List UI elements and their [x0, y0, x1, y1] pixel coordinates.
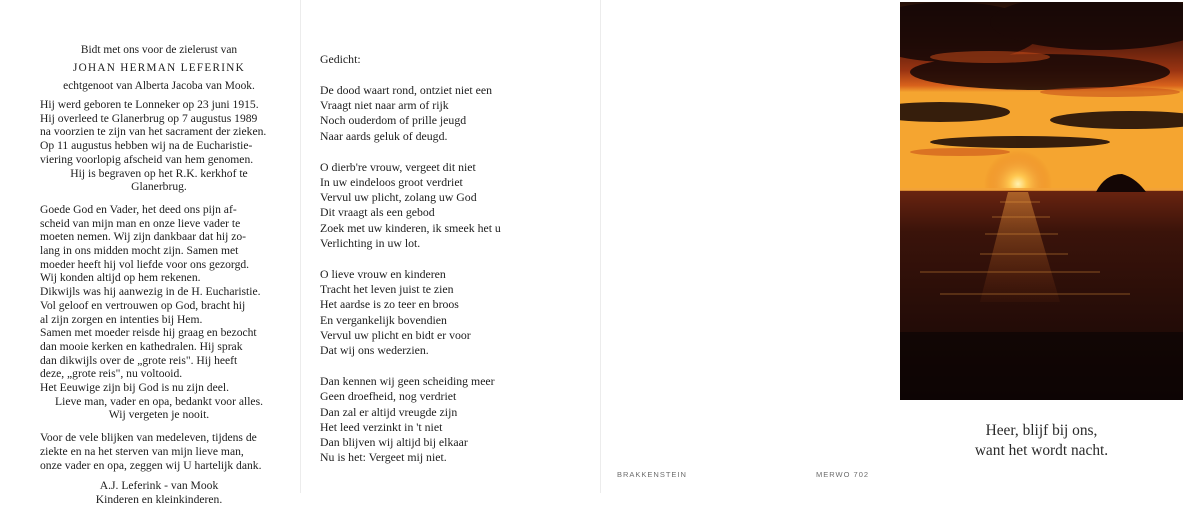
poem-line: In uw eindeloos groot verdriet — [320, 175, 463, 190]
poem-line: Dan kennen wij geen scheiding meer — [320, 374, 495, 389]
thanks-line: onze vader en opa, zeggen wij U hartelijk dank. — [40, 458, 262, 472]
poem-line: Dan zal er altijd vreugde zijn — [320, 404, 458, 419]
poem-stanza — [320, 160, 590, 251]
fact-line: Op 11 augustus hebben wij na de Eucharistie- — [40, 139, 253, 153]
tribute-line: Het Eeuwige zijn bij God is nu zijn deel. — [40, 381, 229, 395]
sunset-over-sea-image — [900, 2, 1183, 400]
tribute-line: Goede God en Vader, het deed ons pijn af- — [40, 202, 237, 216]
poem-line: De dood waart rond, ontziet niet een — [320, 83, 492, 97]
poem-line: Dat wij ons wederzien. — [320, 343, 429, 358]
spouse-line: echtgenoot van Alberta Jacoba van Mook. — [63, 80, 255, 92]
poem-line: En vergankelijk bovendien — [320, 312, 447, 327]
poem-title: Gedicht: — [320, 52, 361, 66]
thanks-line: ziekte en na het sterven van mijn lieve man, — [40, 444, 244, 458]
front-caption — [900, 421, 1183, 460]
caption-line: want het wordt nacht. — [974, 441, 1109, 459]
poem-line: Dit vraagt als een gebod — [320, 205, 435, 220]
tribute-line: Samen met moeder reisde hij graag en bezocht — [40, 326, 257, 340]
tribute-line: Vol geloof en vertrouwen op God, bracht hij — [40, 298, 246, 312]
back-panel — [600, 0, 900, 493]
fact-line: na voorzien te zijn van het sacrament der zieken. — [40, 125, 267, 139]
poem-line: Nu is het: Vergeet mij niet. — [320, 450, 447, 465]
tribute-text — [40, 203, 278, 422]
poem-line: Vervul uw plicht en bidt er voor — [320, 327, 471, 342]
signature-line: Kinderen en kleinkinderen. — [95, 492, 223, 506]
tribute-line: moeten nemen. Wij zijn dankbaar dat hij zo- — [40, 230, 247, 244]
tribute-line: Wij vergeten je nooit. — [108, 408, 210, 422]
poem-line: Tracht het leven juist te zien — [320, 282, 454, 297]
fact-line: Hij werd geboren te Lonneker op 23 juni 1915. — [40, 98, 259, 111]
tribute-line: al zijn zorgen en intenties bij Hem. — [40, 312, 203, 326]
deceased-name: JOHAN HERMAN LEFERINK — [72, 62, 246, 74]
poem-line: Het aardse is zo teer en broos — [320, 297, 459, 312]
tribute-line: dan dikwijls over de „grote reis". Hij heeft — [40, 353, 238, 367]
poem-line: Het leed verzinkt in 't niet — [320, 419, 443, 434]
poem-stanza — [320, 267, 590, 358]
poem — [320, 52, 590, 481]
fact-line: Hij is begraven op het R.K. kerkhof te — [70, 166, 248, 180]
front-panel — [900, 0, 1200, 493]
tribute-line: moeder heeft hij vol liefde voor ons gezorgd. — [40, 257, 250, 271]
caption-line: Heer, blijf bij ons, — [985, 422, 1098, 439]
tribute-line: Wij konden altijd op hem rekenen. — [40, 271, 201, 285]
tribute-line: dan mooie kerken en kathedralen. Hij sprak — [40, 339, 243, 353]
poem-line: Dan blijven wij altijd bij elkaar — [320, 435, 468, 450]
poem-line: Verlichting in uw lot. — [320, 235, 421, 250]
tribute-line: scheid van mijn man en onze lieve vader te — [40, 216, 241, 230]
print-code: MERWO 702 — [816, 470, 870, 479]
poem-line: Vraagt niet naar arm of rijk — [320, 98, 449, 113]
fact-line: viering voorlopig afscheid van hem genomen. — [40, 152, 254, 166]
biography-facts — [40, 98, 278, 194]
tribute-line: Lieve man, vader en opa, bedankt voor alles. — [55, 394, 263, 408]
poem-stanza — [320, 374, 590, 465]
intro-line: Bidt met ons voor de zielerust van — [80, 44, 238, 56]
tribute-line: Dikwijls was hij aanwezig in de H. Eucharistie. — [40, 285, 261, 299]
poem-line: Geen droefheid, nog verdriet — [320, 389, 457, 404]
poem-stanza — [320, 83, 590, 144]
fact-line: Glanerbrug. — [131, 180, 187, 194]
poem-line: O lieve vrouw en kinderen — [320, 267, 446, 282]
sunset-photo — [900, 2, 1183, 400]
prayer-panel — [0, 0, 300, 506]
prayer-text — [40, 41, 278, 507]
tribute-line: deze, „grote reis", nu voltooid. — [40, 367, 183, 381]
poem-line: Zoek met uw kinderen, ik smeek het u — [320, 220, 501, 235]
thanks-line: Voor de vele blijken van medeleven, tijdens de — [40, 431, 257, 445]
poem-line: Naar aards geluk of deugd. — [320, 128, 448, 143]
poem-line: O dierb're vrouw, vergeet dit niet — [320, 159, 476, 174]
fact-line: Hij overleed te Glanerbrug op 7 augustus 1989 — [40, 111, 258, 125]
signature-line: A.J. Leferink - van Mook — [99, 479, 219, 493]
poem-line: Noch ouderdom of prille jeugd — [320, 113, 467, 128]
publisher-mark: BRAKKENSTEIN — [617, 470, 687, 479]
thanks-text — [40, 431, 278, 472]
tribute-line: lang in ons midden mocht zijn. Samen met — [40, 244, 239, 258]
poem-panel — [300, 0, 600, 493]
poem-line: Vervul uw plicht, zolang uw God — [320, 190, 477, 205]
